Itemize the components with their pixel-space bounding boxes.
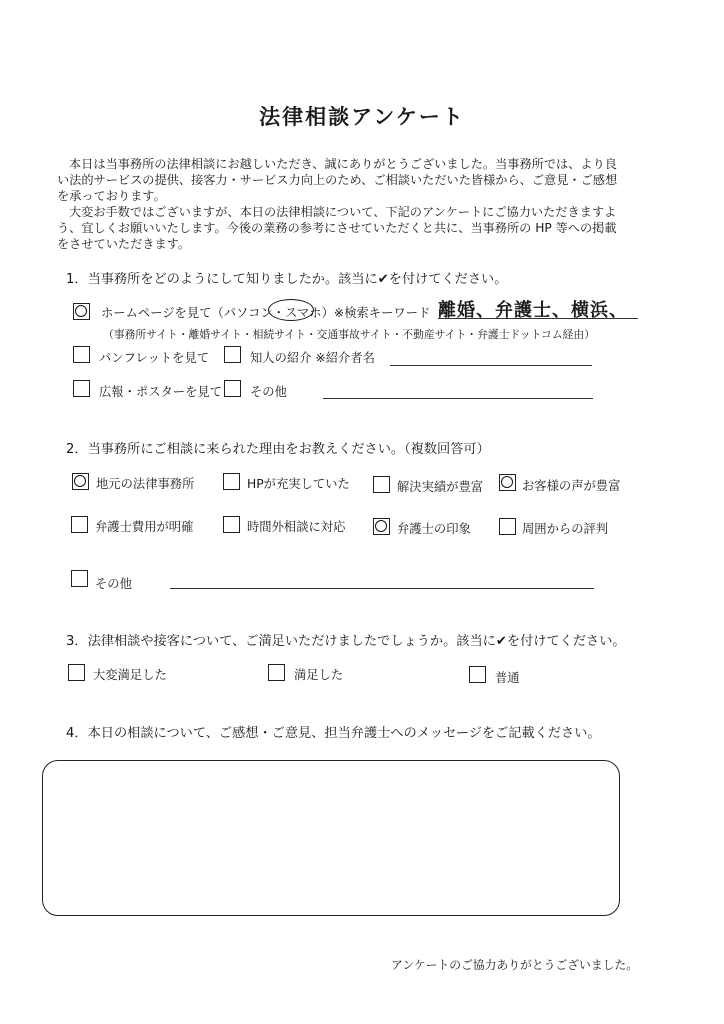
q2-other-checkbox[interactable] [71, 570, 88, 587]
q3-very-satisfied-checkbox[interactable] [68, 664, 85, 681]
q1-pamphlet-checkbox[interactable] [73, 346, 90, 363]
q2-results-label: 解決実績が豊富 [397, 480, 484, 494]
handwritten-circle-mark [75, 305, 87, 317]
closing-message: アンケートのご協力ありがとうございました。 [391, 958, 639, 972]
q2-other-line[interactable] [170, 588, 594, 589]
q2-afterhours-checkbox[interactable] [223, 516, 240, 533]
q1-pr-label: 広報・ポスターを見て [99, 385, 222, 399]
q2-fees-checkbox[interactable] [71, 516, 88, 533]
q2-voices-label: お客様の声が豊富 [522, 479, 621, 493]
page-title: 法律相談アンケート [259, 105, 465, 129]
q3-normal-checkbox[interactable] [469, 666, 486, 683]
q2-voices-checkbox[interactable] [499, 474, 516, 491]
q4-heading: 4．本日の相談について、ご感想・ご意見、担当弁護士へのメッセージをご記載ください。 [66, 726, 601, 741]
q1-pr-checkbox[interactable] [73, 380, 90, 397]
q2-local-label: 地元の法律事務所 [96, 477, 195, 491]
referral-name-line[interactable] [390, 365, 592, 366]
q2-afterhours-label: 時間外相談に対応 [247, 520, 346, 534]
q1-homepage-label: ホームページを見て（パソコン・スマホ）※検索キーワード [101, 306, 431, 320]
q1-other-label: その他 [250, 385, 287, 399]
intro-paragraph-1: 本日は当事務所の法律相談にお越しいただき、誠にありがとうございました。当事務所では、より良い法的サービスの提供、接客力・サービス力向上のため、ご相談いただいた皆様から、ご意見・ご感想を承っております。 [57, 157, 618, 203]
intro-paragraph-2: 大変お手数ではございますが、本日の法律相談について、下記のアンケートにご協力いただきますよう、宜しくお願いいたします。今後の業務の参考にさせていただくと共に、当事務所の HP 等への掲載をさせていただきます。 [57, 205, 617, 251]
handwritten-circle-mark [74, 475, 86, 487]
q2-local-checkbox[interactable] [72, 473, 89, 490]
q2-other-label: その他 [95, 577, 132, 591]
q3-satisfied-checkbox[interactable] [268, 664, 285, 681]
q2-results-checkbox[interactable] [373, 476, 390, 493]
q2-reputation-checkbox[interactable] [499, 518, 516, 535]
q1-other-checkbox[interactable] [224, 380, 241, 397]
q2-reputation-label: 周囲からの評判 [522, 522, 609, 536]
handwritten-circle-smartphone [268, 299, 314, 321]
q3-heading: 3．法律相談や接客について、ご満足いただけましたでしょうか。該当に✔を付けてください。 [66, 634, 626, 649]
q1-referral-label: 知人の紹介 ※紹介者名 [250, 351, 375, 365]
q2-hp-label: HPが充実していた [247, 477, 350, 491]
q1-other-line[interactable] [323, 398, 593, 399]
keyword-underline [438, 318, 638, 319]
q1-heading: 1．当事務所をどのようにして知りましたか。該当に✔を付けてください。 [66, 272, 508, 287]
q2-fees-label: 弁護士費用が明確 [95, 520, 194, 534]
handwritten-circle-mark [501, 476, 513, 488]
q1-homepage-checkbox[interactable] [73, 303, 90, 320]
q3-satisfied-label: 満足した [294, 668, 344, 682]
q2-impression-label: 弁護士の印象 [397, 522, 471, 536]
handwritten-keyword: 離婚、弁護士、横浜、 [438, 300, 628, 321]
q2-heading: 2．当事務所にご相談に来られた理由をお教えください。（複数回答可） [66, 442, 490, 457]
comment-textarea[interactable] [42, 760, 620, 916]
q2-impression-checkbox[interactable] [373, 518, 390, 535]
q3-very-satisfied-label: 大変満足した [93, 668, 167, 682]
q1-homepage-note: （事務所サイト・離婚サイト・相続サイト・交通事故サイト・不動産サイト・弁護士ドットコム経由） [103, 328, 596, 341]
intro-text [57, 156, 625, 252]
q1-referral-checkbox[interactable] [224, 346, 241, 363]
q3-normal-label: 普通 [495, 671, 520, 685]
q1-pamphlet-label: パンフレットを見て [99, 351, 210, 365]
q2-hp-checkbox[interactable] [223, 473, 240, 490]
handwritten-circle-mark [375, 520, 387, 532]
